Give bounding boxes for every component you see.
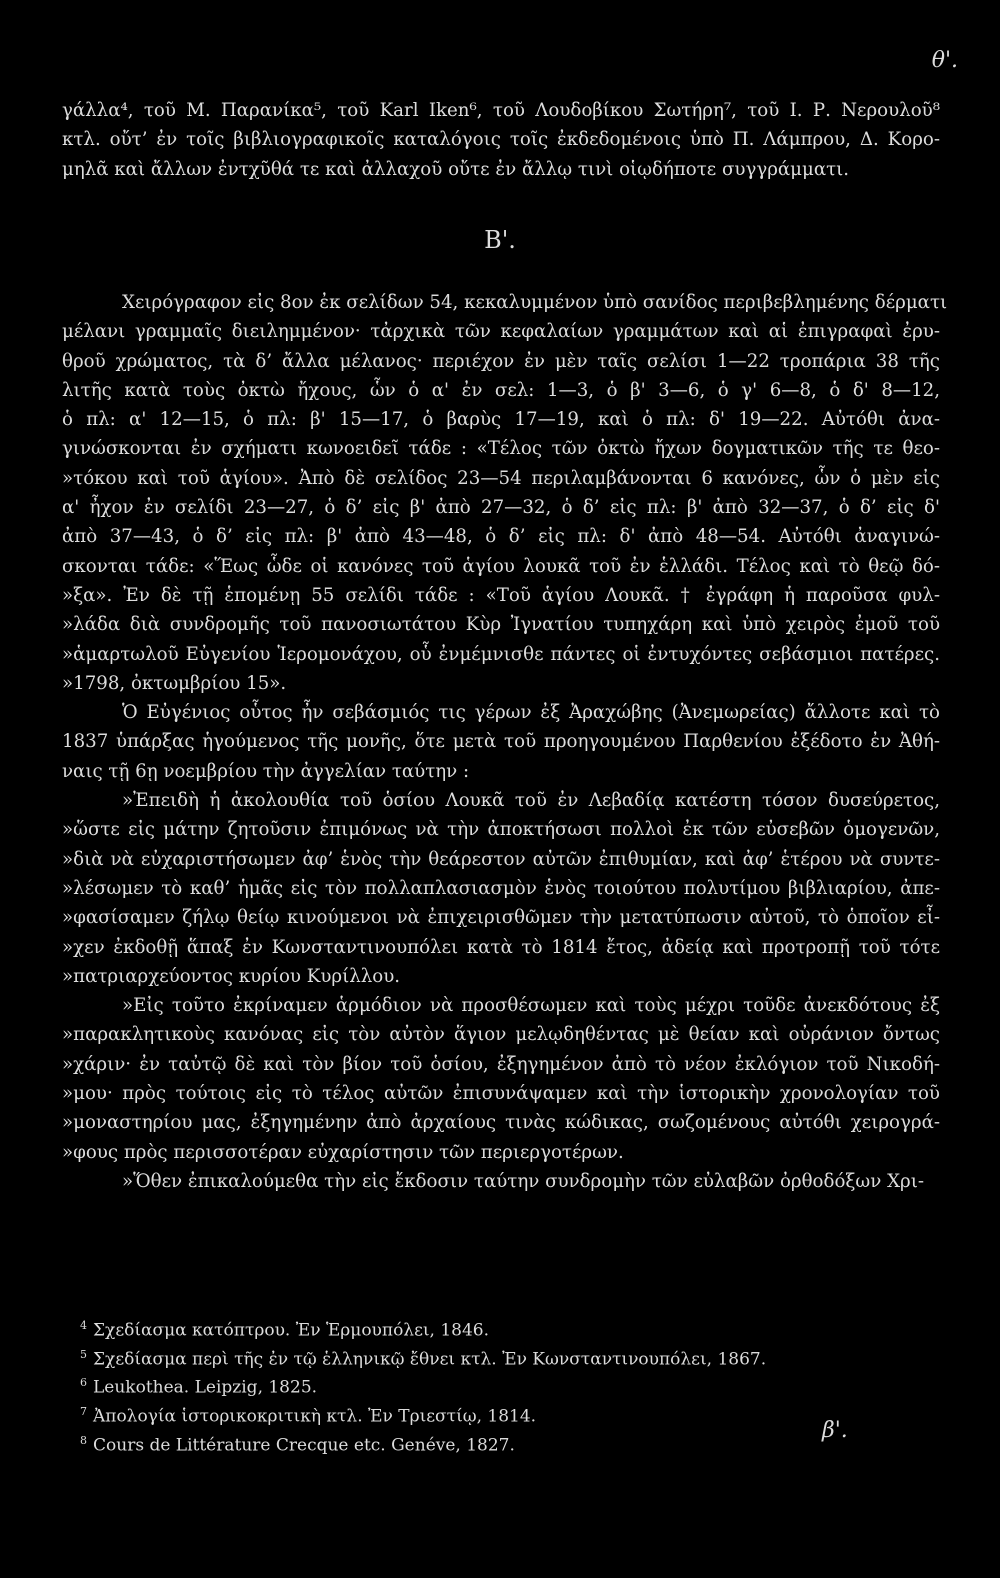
text-line: »παρακλητικοὺς κανόνας εἰς τὸν αὐτὸν ἅγιον μελῳδηθέντας μὲ θείαν καὶ οὐράνιον ὄντως (62, 1024, 940, 1046)
text-line: Ὁ Εὐγένιος οὗτος ἦν σεβάσμιός τις γέρων ἐξ Ἀραχώβης (Ἀνεμωρείας) ἄλλοτε καὶ τὸ (122, 702, 940, 724)
footnote-number: 5 (80, 1347, 87, 1361)
text-line: »χάριν· ἐν ταὐτῷ δὲ καὶ τὸν βίον τοῦ ὁσίου, ἐξηγημένον ἀπὸ τὸ νέον ἐκλόγιον τοῦ Νικοδή- (62, 1053, 940, 1075)
text-line: »φους πρὸς περισσοτέραν εὐχαρίστησιν τῶν περιεργοτέρων. (62, 1141, 624, 1163)
text-line: »ἁμαρτωλοῦ Εὐγενίου Ἱερομονάχου, οὗ ἐνμέμνισθε πάντες οἱ ἐντυχόντες σεβάσμιοι πατέρες. (62, 643, 940, 665)
text-line: »τόκου καὶ τοῦ ἁγίου». Ἀπὸ δὲ σελίδος 23—54 περιλαμβάνονται 6 κανόνες, ὧν ὁ μὲν εἰς (62, 467, 940, 489)
text-line: Χειρόγραφον εἰς 8ον ἐκ σελίδων 54, κεκαλυμμένον ὑπὸ σανίδος περιβεβλημένης δέρματι (122, 292, 948, 313)
footnotes (80, 1314, 880, 1457)
text-line: »Ὅθεν ἐπικαλούμεθα τὴν εἰς ἔκδοσιν ταύτην συνδρομὴν τῶν εὐλαβῶν ὀρθοδόξων Χρι- (122, 1170, 924, 1192)
text-line: »διὰ νὰ εὐχαριστήσωμεν ἀφ’ ἑνὸς τὴν θεάρεστον αὐτῶν ἐπιθυμίαν, καὶ ἀφ’ ἑτέρου νὰ συντε- (62, 848, 940, 870)
text-line: »χεν ἐκδοθῇ ἅπαξ ἐν Κωνσταντινουπόλει κατὰ τὸ 1814 ἔτος, ἀδείᾳ καὶ προτροπῇ τοῦ τότε (62, 936, 940, 958)
footnote-number: 7 (80, 1404, 87, 1418)
footnote-text: Σχεδίασμα περὶ τῆς ἐν τῷ ἑλληνικῷ ἔθνει κτλ. Ἐν Κωνσταντινουπόλει, 1867. (93, 1349, 767, 1370)
footnote-text: Leukothea. Leipzig, 1825. (93, 1377, 318, 1398)
text-line: ὁ πλ: α' 12—15, ὁ πλ: β' 15—17, ὁ βαρὺς 17—19, καὶ ὁ πλ: δ' 19—22. Αὐτόθι ἀνα- (62, 409, 940, 431)
paragraph (62, 991, 940, 1167)
text-line: »φασίσαμεν ζήλῳ θείῳ κινούμενοι νὰ ἐπιχειρισθῶμεν τὴν μετατύπωσιν αὐτοῦ, τὸ ὁποῖον εἶ- (62, 907, 940, 929)
text-line: γάλλα⁴, τοῦ Μ. Παρανίκα⁵, τοῦ Karl Iken⁶, τοῦ Λουδοβίκου Σωτήρη⁷, τοῦ Ι. Ρ. Νερουλοῦ⁸ (62, 100, 940, 121)
footnote (80, 1429, 880, 1458)
text-line: γινώσκονται ἐν σχήματι κωνοειδεῖ τάδε : «Τέλος τῶν ὀκτὼ ἤχων δογματικῶν τῆς τε θεο- (62, 438, 940, 460)
text-line: »μοναστηρίου μας, ἐξηγημένην ἀπὸ ἀρχαίους τινὰς κώδικας, σωζομένους αὐτόθι χειρογρά- (62, 1112, 940, 1134)
text-line: θροῦ χρώματος, τὰ δ’ ἄλλα μέλανος· περιέχον ἐν μὲν ταῖς σελίσι 1—22 τροπάρια 38 τῆς (62, 350, 940, 372)
footnote-number: 6 (80, 1376, 87, 1390)
footnote (80, 1314, 880, 1343)
text-line: σκονται τάδε: «Ἕως ὧδε οἱ κανόνες τοῦ ἁγίου λουκᾶ τοῦ ἐν ἑλλάδι. Τέλος καὶ τὸ θεῷ δό- (62, 555, 940, 577)
top-paragraph (62, 96, 940, 184)
footnote-text: Ἀπολογία ἱστορικοκριτικὴ κτλ. Ἐν Τριεστίῳ, 1814. (93, 1406, 537, 1427)
paragraph (62, 698, 940, 786)
footnote-text: Σχεδίασμα κατόπτρου. Ἐν Ἑρμουπόλει, 1846. (93, 1320, 490, 1341)
paragraph (62, 1167, 940, 1196)
text-line: α' ἦχον ἐν σελίδι 23—27, ὁ δ’ εἰς β' ἀπὸ 27—32, ὁ δ’ εἰς πλ: β' ἀπὸ 32—37, ὁ δ’ εἰς δ' (62, 497, 940, 519)
text-line: »Εἰς τοῦτο ἐκρίναμεν ἁρμόδιον νὰ προσθέσωμεν καὶ τοὺς μέχρι τοῦδε ἀνεκδότους ἐξ (122, 995, 940, 1017)
paragraph (62, 288, 948, 698)
footnote-number: 8 (80, 1433, 87, 1447)
signature-mark: β'. (822, 1418, 848, 1443)
text-line: »πατριαρχεύοντος κυρίου Κυρίλλου. (62, 965, 401, 987)
text-line: ἀπὸ 37—43, ὁ δ’ εἰς πλ: β' ἀπὸ 43—48, ὁ δ’ εἰς πλ: δ' ἀπὸ 48—54. Αὐτόθι ἀναγινώ- (62, 526, 940, 548)
text-line: »Ἐπειδὴ ἡ ἀκολουθία τοῦ ὁσίου Λουκᾶ τοῦ ἐν Λεβαδίᾳ κατέστη τόσον δυσεύρετος, (122, 790, 940, 812)
text-line: ναις τῇ 6ῃ νοεμβρίου τὴν ἀγγελίαν ταύτην : (62, 760, 470, 782)
text-line: μέλανι γραμμαῖς διειλημμένον· τἀρχικὰ τῶν κεφαλαίων γραμμάτων καὶ αἱ ἐπιγραφαὶ ἐρυ- (62, 321, 940, 343)
footnote-number: 4 (80, 1319, 87, 1332)
text-line: μηλᾶ καὶ ἄλλων ἐντχῦθά τε καὶ ἀλλαχοῦ οὔτε ἐν ἄλλῳ τινὶ οἱῳδήποτε συγγράμματι. (62, 158, 850, 180)
text-line: κτλ. οὔτ’ ἐν τοῖς βιβλιογραφικοῖς καταλόγοις τοῖς ἐκδεδομένοις ὑπὸ Π. Λάμπρου, Δ. Κορο- (62, 129, 940, 151)
text-line: »μου· πρὸς τούτοις εἰς τὸ τέλος αὐτῶν ἐπισυνάψαμεν καὶ τὴν ἱστορικὴν χρονολογίαν τοῦ (62, 1083, 940, 1105)
paragraph (62, 786, 940, 991)
text-line: »λέσωμεν τὸ καθ’ ἡμᾶς εἰς τὸν πολλαπλασιασμὸν ἑνὸς τοιούτου πολυτίμου βιβλιαρίου, ἀπε- (62, 877, 940, 899)
footnote (80, 1400, 880, 1429)
text-line: »ξα». Ἐν δὲ τῇ ἑπομένῃ 55 σελίδι τάδε : «Τοῦ ἁγίου Λουκᾶ. † ἐγράφη ἡ παροῦσα φυλ- (62, 584, 940, 606)
body-text (62, 288, 948, 1196)
footnote (80, 1343, 880, 1372)
text-line: 1837 ὑπάρξας ἡγούμενος τῆς μονῆς, ὅτε μετὰ τοῦ προηγουμένου Παρθενίου ἐξέδοτο ἐν Ἀθή- (62, 731, 940, 753)
page-number: θ'. (931, 48, 958, 73)
footnote-text: Cours de Littérature Crecque etc. Genéve, 1827. (93, 1435, 515, 1456)
text-line: »ὥστε εἰς μάτην ζητοῦσιν ἐπιμόνως νὰ τὴν ἀποκτήσωσι πολλοὶ ἐκ τῶν εὐσεβῶν ὁμογενῶν, (62, 819, 940, 841)
section-heading: Β'. (484, 226, 516, 254)
footnote (80, 1371, 880, 1400)
text-line: »λάδα διὰ συνδρομῆς τοῦ πανοσιωτάτου Κὺρ Ἰγνατίου τυπηχάρη καὶ ὑπὸ χειρὸς ἐμοῦ τοῦ (62, 614, 940, 636)
text-line: λιτῆς κατὰ τοὺς ὀκτὼ ἤχους, ὧν ὁ α' ἐν σελ: 1—3, ὁ β' 3—6, ὁ γ' 6—8, ὁ δ' 8—12, (62, 379, 940, 401)
text-line: »1798, ὀκτωμβρίου 15». (62, 672, 287, 694)
